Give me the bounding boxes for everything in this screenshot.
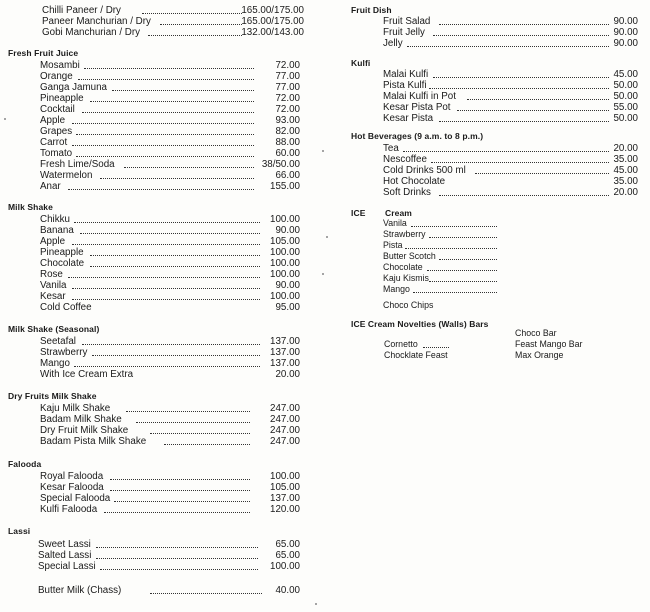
menu-row [40,148,300,159]
section-title-kulfi: Kulfi [351,58,371,68]
menu-row [383,80,638,91]
item-name: Mango [40,358,70,369]
menu-row [42,16,304,27]
dot-leader [439,259,497,260]
menu-row [40,358,300,369]
menu-row [40,258,300,269]
dot-leader [82,112,254,113]
menu-row [38,585,300,596]
item-name: Kesar Pista Pot [383,102,451,113]
item-name: Salted Lassi [38,550,92,561]
item-name: Fruit Salad [383,16,431,27]
item-price: 66.00 [275,170,300,181]
dot-leader [164,444,250,445]
item-price: 72.00 [275,93,300,104]
item-name: Special Lassi [38,561,96,572]
item-name: Pista Kulfi [383,80,427,91]
menu-row [383,16,638,27]
menu-row [383,27,638,38]
item-price: 100.00 [270,269,300,280]
item-name: Paneer Manchurian / Dry [42,16,151,27]
item-price: 45.00 [613,69,638,80]
item-name: Dry Fruit Milk Shake [40,425,129,436]
menu-row [40,93,300,104]
dot-leader [124,167,254,168]
item-name: Kesar [40,291,66,302]
section-title-dry-fruits-milk-shake: Dry Fruits Milk Shake [8,391,97,401]
section-title-falooda: Falooda [8,459,42,469]
dot-leader [74,222,260,223]
item-price: 90.00 [275,280,300,291]
item-name: Mango [383,284,410,294]
item-name: Special Falooda [40,493,111,504]
item-price: 90.00 [275,225,300,236]
item-price: 120.00 [270,504,300,515]
item-price: 65.00 [275,539,300,550]
dot-leader [74,366,260,367]
item-name: Chocolate [40,258,85,269]
dot-leader [150,433,250,434]
dot-leader [405,248,497,249]
menu-row [383,113,638,124]
item-price: 100.00 [270,291,300,302]
menu-row [40,137,300,148]
item-name: Mosambi [40,60,80,71]
menu-row [40,493,300,504]
item-name: Cocktail [40,104,75,115]
menu-row [40,115,300,126]
dot-leader [90,255,260,256]
item-name: Butter Milk (Chass) [38,585,122,596]
item-name: Cold Drinks 500 ml [383,165,466,176]
item-price: 100.00 [270,258,300,269]
dot-leader [100,569,258,570]
item-price: 95.00 [275,302,300,313]
menu-row [40,291,300,302]
item-price: 155.00 [270,181,300,192]
menu-row [383,176,638,187]
item-name: Jelly [383,38,403,49]
item-price: 55.00 [613,102,638,113]
menu-row [383,165,638,176]
ice-cream-item [383,251,498,262]
menu-row [383,38,638,49]
scan-speck [322,150,324,152]
scan-speck [322,273,324,275]
dot-leader [76,156,254,157]
menu-row [40,71,300,82]
item-price: 100.00 [270,471,300,482]
item-name: Anar [40,181,61,192]
item-name: Seetafal [40,336,76,347]
item-name: Cold Coffee [40,302,92,313]
item-price: 65.00 [275,550,300,561]
menu-row [38,561,300,572]
item-name: Chocolate [383,262,423,272]
dot-leader [84,68,254,69]
dot-leader [76,134,254,135]
item-price: 137.00 [270,336,300,347]
item-name: Rose [40,269,63,280]
item-price: 45.00 [613,165,638,176]
menu-row [40,504,300,515]
dot-leader [92,355,260,356]
item-name: Strawberry [40,347,88,358]
scan-speck [326,236,328,238]
dot-leader [104,512,250,513]
scan-speck [315,603,317,605]
item-name: Watermelon [40,170,93,181]
item-price: 50.00 [613,80,638,91]
menu-row [40,214,300,225]
item-name: Apple [40,236,66,247]
item-name: Kaju Kismis [383,273,429,283]
dot-leader [72,288,260,289]
item-price: 132.00/143.00 [241,27,304,38]
item-name: Butter Scotch [383,251,436,261]
menu-row [40,414,300,425]
ice-cream-item [383,229,498,240]
item-price: 105.00 [270,482,300,493]
item-price: 82.00 [275,126,300,137]
item-price: 247.00 [270,403,300,414]
item-name: Carrot [40,137,68,148]
menu-row [40,159,300,170]
dot-leader [82,344,260,345]
item-name: Sweet Lassi [38,539,91,550]
menu-row [40,436,300,447]
section-title-ice: ICE [351,208,366,218]
item-name: Badam Pista Milk Shake [40,436,147,447]
item-name: Apple [40,115,66,126]
item-price: 100.00 [270,247,300,258]
menu-row [383,102,638,113]
dot-leader [429,237,497,238]
ice-cream-item [383,284,498,295]
dot-leader [68,189,254,190]
menu-row [383,154,638,165]
menu-row [40,170,300,181]
item-name: Kesar Pista [383,113,434,124]
item-price: 90.00 [613,27,638,38]
dot-leader [100,178,254,179]
novelty-item [384,339,454,350]
menu-row [383,69,638,80]
item-price: 90.00 [613,16,638,27]
section-title-ice-cream-novelties: ICE Cream Novelties (Walls) Bars [351,319,489,329]
item-price: 50.00 [613,113,638,124]
ice-cream-item [383,218,498,229]
item-name: Kaju Milk Shake [40,403,111,414]
menu-row [383,143,638,154]
item-price: 88.00 [275,137,300,148]
novelty-item: Feast Mango Bar [515,339,583,349]
section-title-cream: Cream [385,208,412,218]
item-name: Malai Kulfi [383,69,429,80]
menu-row [40,280,300,291]
dot-leader [72,123,254,124]
item-name: Pista [383,240,403,250]
menu-row [40,181,300,192]
dot-leader [68,277,260,278]
dot-leader [423,347,449,348]
item-price: 100.00 [270,214,300,225]
item-name: Hot Chocolate [383,176,446,187]
ice-cream-item: Choco Chips [383,300,434,310]
item-name: Tea [383,143,399,154]
menu-row [40,247,300,258]
dot-leader [136,422,250,423]
dot-leader [72,145,254,146]
menu-row [40,60,300,71]
menu-row [40,269,300,280]
item-price: 137.00 [270,493,300,504]
item-price: 247.00 [270,425,300,436]
menu-row [40,403,300,414]
menu-row [40,236,300,247]
item-price: 60.00 [275,148,300,159]
section-title-lassi: Lassi [8,526,31,536]
dot-leader [114,501,250,502]
novelty-item: Choco Bar [515,328,557,338]
menu-row [40,482,300,493]
item-name: Kesar Falooda [40,482,104,493]
menu-row [383,91,638,102]
menu-row [40,82,300,93]
item-price: 20.00 [613,187,638,198]
dot-leader [112,90,254,91]
item-name: Orange [40,71,73,82]
section-title-fruit-dish: Fruit Dish [351,5,392,15]
dot-leader [110,490,250,491]
item-price: 165.00/175.00 [241,16,304,27]
dot-leader [427,270,497,271]
dot-leader [90,101,254,102]
menu-row [40,369,300,380]
scan-speck [4,118,6,120]
menu-row [40,347,300,358]
ice-cream-item [383,262,498,273]
section-title-milk-shake-seasonal: Milk Shake (Seasonal) [8,324,100,334]
menu-row [38,539,300,550]
menu-row [40,225,300,236]
ice-cream-item [383,273,498,284]
item-price: 137.00 [270,358,300,369]
novelty-item: Chocklate Feast [384,350,448,360]
menu-row [40,104,300,115]
dot-leader [80,233,260,234]
menu-row [38,550,300,561]
item-price: 35.00 [613,176,638,187]
item-price: 72.00 [275,60,300,71]
dot-leader [110,479,250,480]
dot-leader [429,281,497,282]
item-name: Chilli Paneer / Dry [42,5,121,16]
item-price: 105.00 [270,236,300,247]
item-price: 100.00 [270,561,300,572]
menu-row [42,27,304,38]
item-name: Pineapple [40,93,84,104]
menu-row [40,302,300,313]
menu-row [40,126,300,137]
item-name: Malai Kulfi in Pot [383,91,456,102]
ice-cream-item [383,240,498,251]
item-price: 50.00 [613,91,638,102]
item-name: Chikku [40,214,70,225]
item-name: With Ice Cream Extra [40,369,134,380]
item-name: Fruit Jelly [383,27,425,38]
item-price: 247.00 [270,414,300,425]
dot-leader [78,79,254,80]
item-name: Fresh Lime/Soda [40,159,115,170]
dot-leader [413,292,497,293]
menu-row [42,5,304,16]
section-title-hot-beverages: Hot Beverages (9 a.m. to 8 p.m.) [351,131,484,141]
dot-leader [72,244,260,245]
item-price: 247.00 [270,436,300,447]
item-name: Royal Falooda [40,471,104,482]
menu-row [383,187,638,198]
dot-leader [72,299,260,300]
item-name: Gobi Manchurian / Dry [42,27,141,38]
item-price: 40.00 [275,585,300,596]
item-name: Soft Drinks [383,187,431,198]
item-price: 77.00 [275,71,300,82]
section-title-fresh-fruit-juice: Fresh Fruit Juice [8,48,79,58]
dot-leader [126,411,250,412]
dot-leader [96,547,258,548]
item-name: Strawberry [383,229,426,239]
item-name: Pineapple [40,247,84,258]
dot-leader [411,226,497,227]
item-price: 35.00 [613,154,638,165]
item-name: Kulfi Falooda [40,504,98,515]
item-price: 165.00/175.00 [241,5,304,16]
item-price: 93.00 [275,115,300,126]
item-name: Ganga Jamuna [40,82,107,93]
item-price: 20.00 [275,369,300,380]
item-name: Vanila [40,280,67,291]
menu-row [40,336,300,347]
item-name: Grapes [40,126,73,137]
item-price: 72.00 [275,104,300,115]
section-title-milk-shake: Milk Shake [8,202,53,212]
item-name: Cornetto [384,339,418,349]
dot-leader [90,266,260,267]
item-price: 20.00 [613,143,638,154]
dot-leader [96,558,258,559]
item-name: Vanila [383,218,407,228]
item-price: 77.00 [275,82,300,93]
menu-row [40,425,300,436]
menu-row [40,471,300,482]
item-name: Badam Milk Shake [40,414,122,425]
item-price: 90.00 [613,38,638,49]
item-name: Tomato [40,148,73,159]
item-name: Nescoffee [383,154,427,165]
novelty-item: Max Orange [515,350,564,360]
item-price: 137.00 [270,347,300,358]
item-name: Banana [40,225,74,236]
item-price: 38/50.00 [261,159,300,170]
